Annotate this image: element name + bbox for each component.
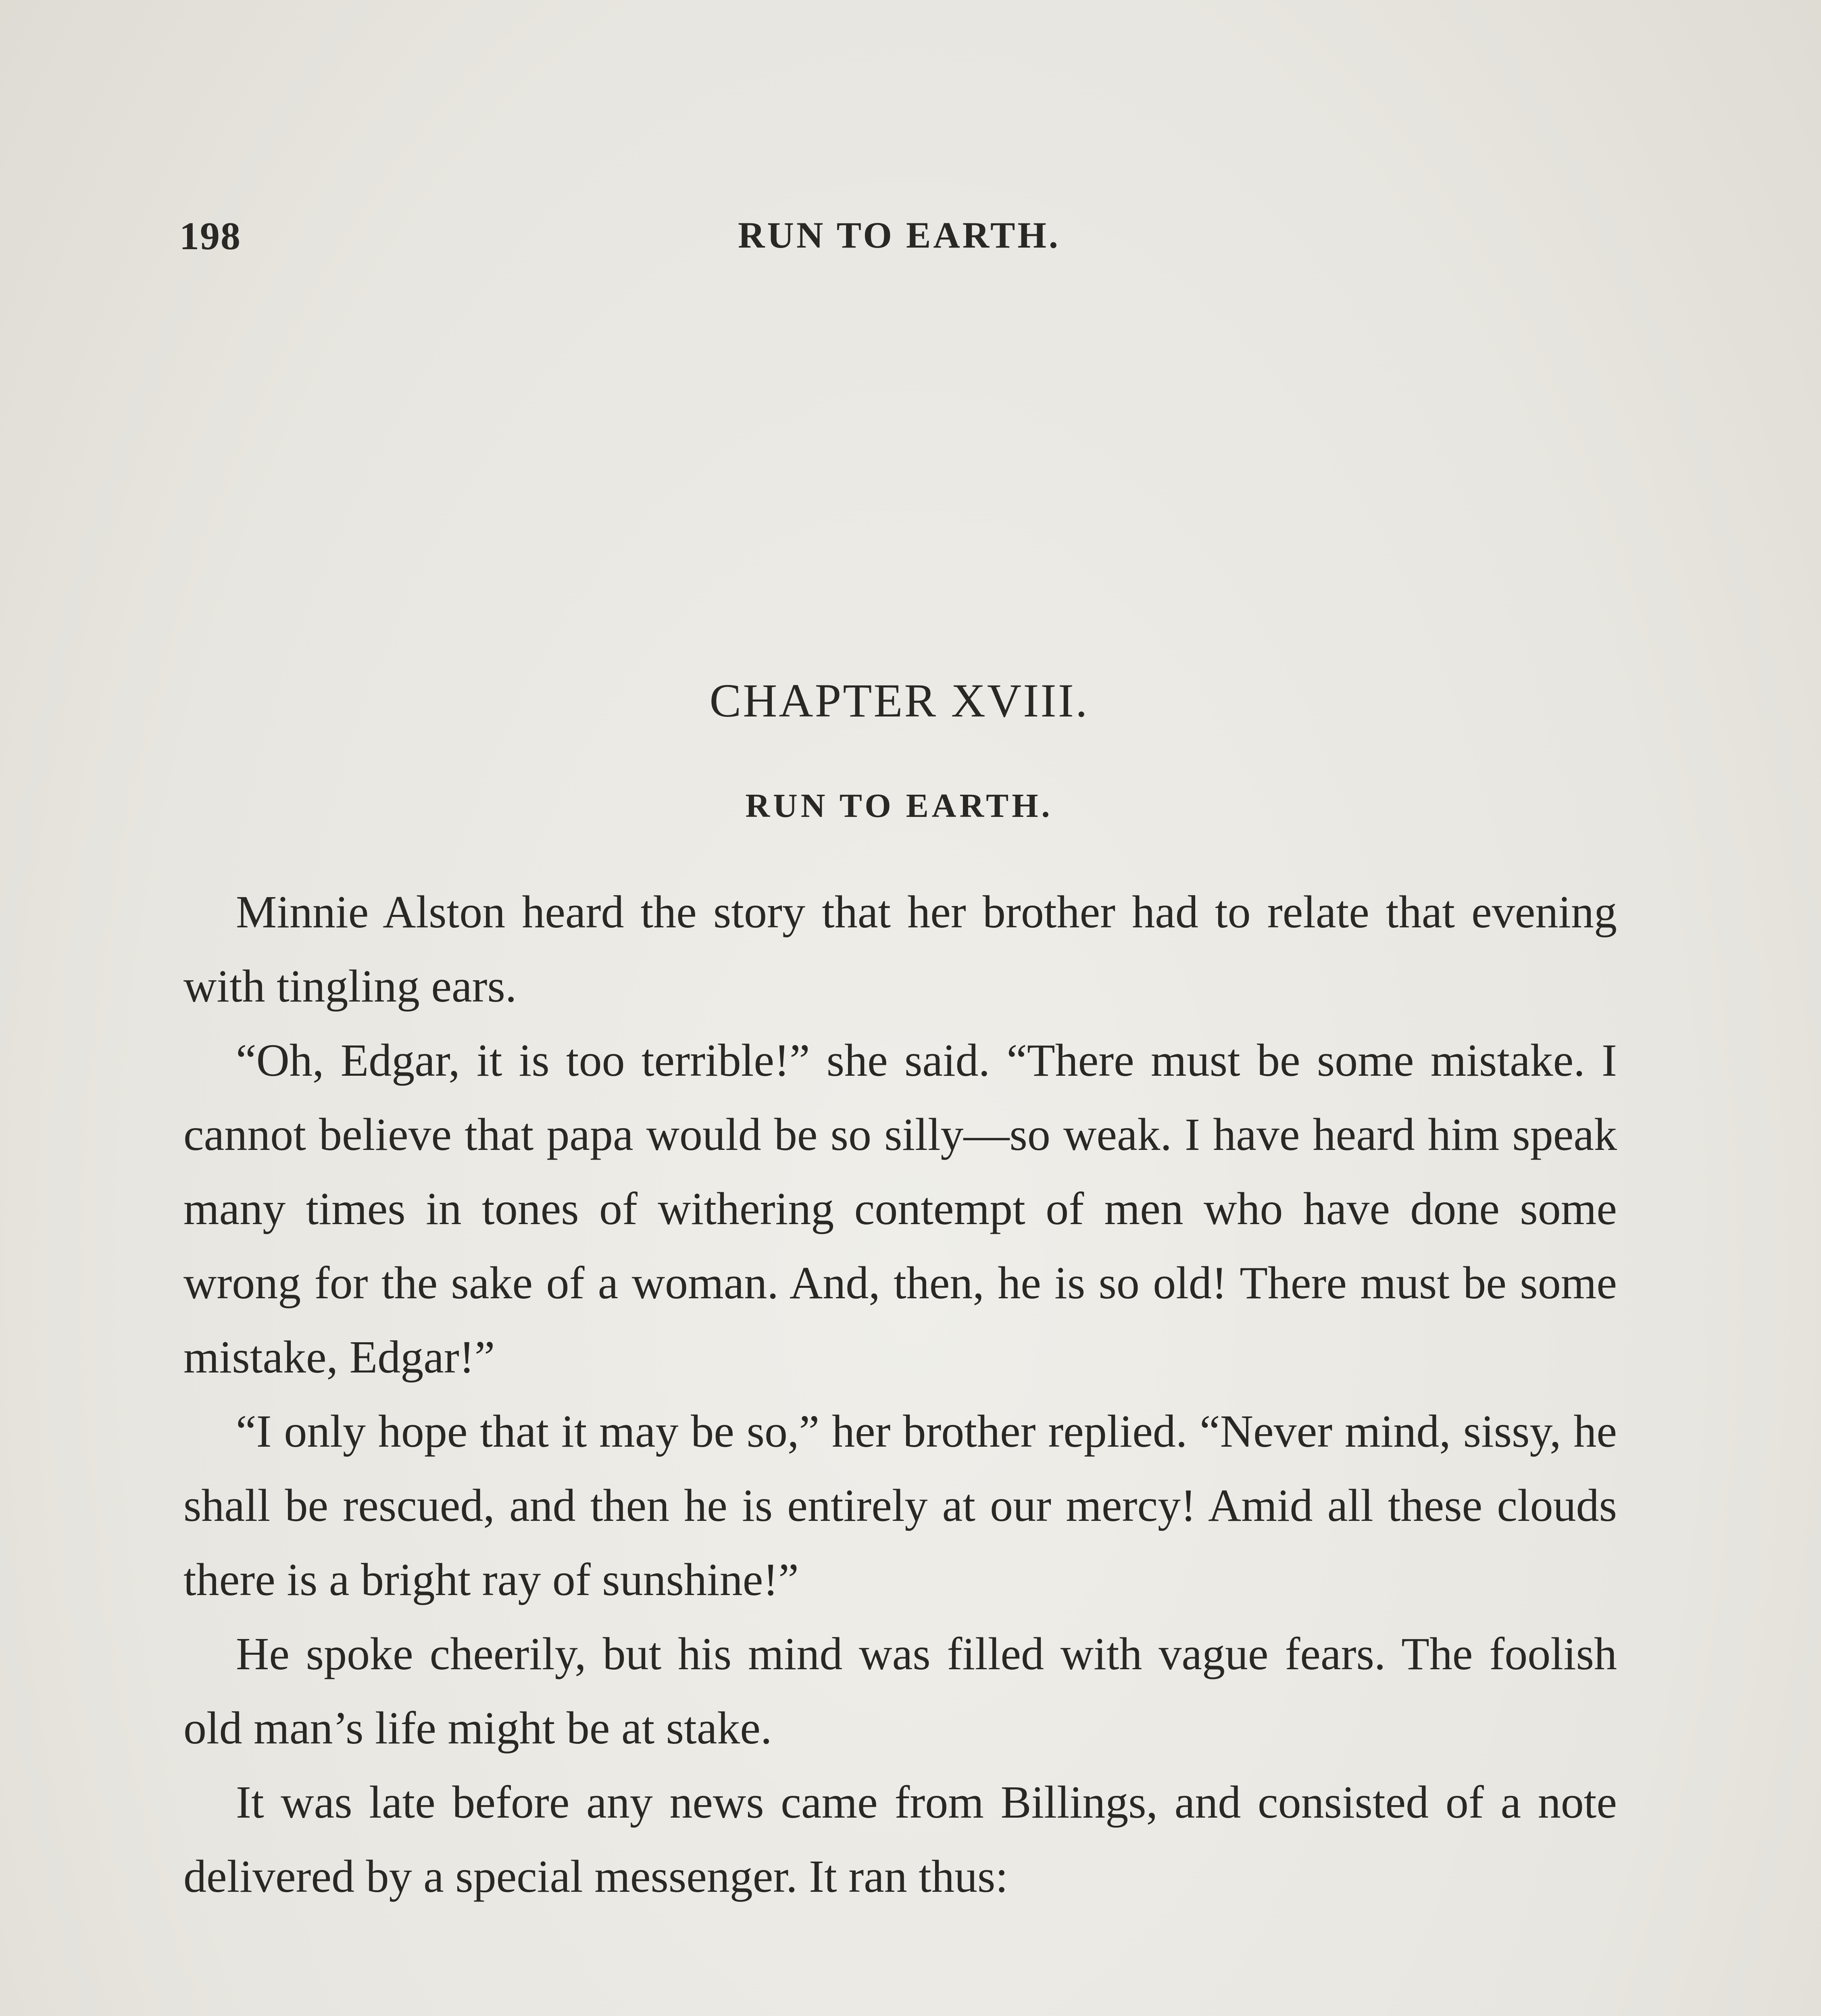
chapter-subtitle: RUN TO EARTH. bbox=[745, 787, 1053, 825]
body-text bbox=[183, 875, 1617, 1914]
chapter-heading: CHAPTER XVIII. bbox=[709, 674, 1089, 727]
paragraph: He spoke cheerily, but his mind was filled with vague fears. The foolish old man’s life might be at stake. bbox=[183, 1628, 1617, 1754]
running-head bbox=[179, 214, 1619, 266]
page-number: 198 bbox=[179, 215, 241, 258]
paragraph: “I only hope that it may be so,” her brother replied. “Never mind, sissy, he shall be rescued, and then he is entirely at our mercy! Amid all these clouds there is a bright ray of sunshine!” bbox=[183, 1406, 1617, 1605]
paragraph: Minnie Alston heard the story that her brother had to relate that evening with tingling ears. bbox=[183, 886, 1617, 1012]
paragraph: “Oh, Edgar, it is too terrible!” she said. “There must be some mistake. I cannot believe that papa would be so silly—so weak. I have heard him speak many times in tones of withering contempt of men who have done some wrong for the sake of a woman. And, then, he is so old! There must be some mistake, Edgar!” bbox=[183, 1035, 1617, 1383]
running-title: RUN TO EARTH. bbox=[738, 215, 1061, 256]
paragraph: It was late before any news came from Billings, and consisted of a note delivered by a special messenger. It ran thus: bbox=[183, 1776, 1617, 1902]
